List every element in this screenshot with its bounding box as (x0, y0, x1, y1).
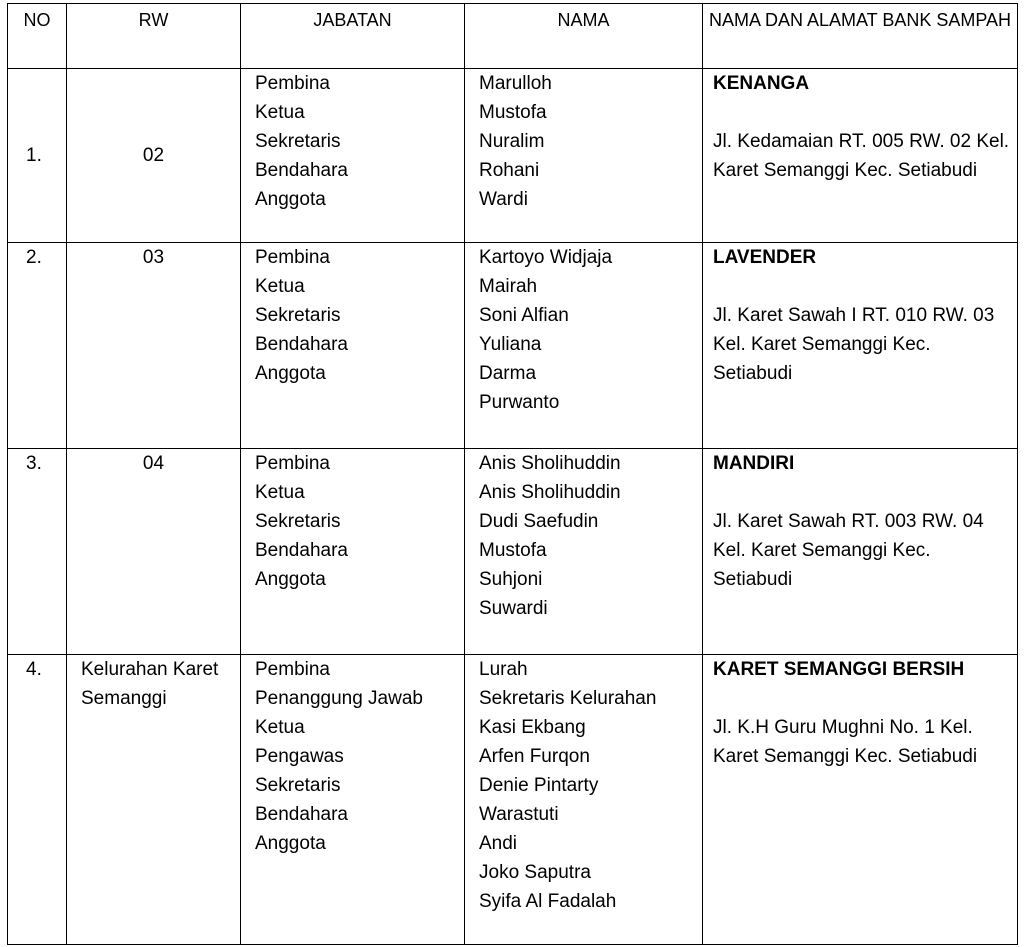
jabatan-item: Bendahara (255, 804, 348, 825)
jabatan-item: Bendahara (255, 334, 348, 355)
cell-rw: Kelurahan Karet Semanggi (67, 655, 241, 945)
table-row (8, 243, 1018, 449)
jabatan-item: Ketua (255, 482, 305, 503)
jabatan-item: Anggota (255, 189, 326, 210)
table-row (8, 69, 1018, 243)
nama-item: Anis Sholihuddin (479, 482, 621, 503)
jabatan-item: Anggota (255, 363, 326, 384)
table-header (8, 4, 1018, 69)
nama-item: Marulloh (479, 73, 552, 94)
nama-item: Mustofa (479, 102, 547, 123)
bank-name: MANDIRI (713, 453, 795, 474)
cell-jabatan (241, 69, 465, 243)
bank-name: KENANGA (713, 73, 810, 94)
jabatan-item: Pembina (255, 73, 330, 94)
cell-rw: 03 (67, 243, 241, 449)
jabatan-item: Penanggung Jawab (255, 688, 423, 709)
table-row (8, 655, 1018, 945)
bank-sampah-table (7, 3, 1018, 945)
cell-nama (465, 69, 703, 243)
nama-item: Sekretaris Kelurahan (479, 688, 657, 709)
cell-nama (465, 655, 703, 945)
cell-no: 2. (8, 243, 67, 449)
cell-bank (703, 243, 1018, 449)
cell-jabatan (241, 243, 465, 449)
jabatan-item: Sekretaris (255, 511, 341, 532)
jabatan-item: Sekretaris (255, 131, 341, 152)
nama-item: Syifa Al Fadalah (479, 891, 617, 912)
nama-item: Denie Pintarty (479, 775, 599, 796)
bank-name: LAVENDER (713, 247, 817, 268)
nama-item: Anis Sholihuddin (479, 453, 621, 474)
cell-bank (703, 655, 1018, 945)
nama-item: Suwardi (479, 598, 548, 619)
nama-item: Yuliana (479, 334, 542, 355)
cell-nama (465, 449, 703, 655)
header-no: NO (8, 4, 67, 69)
cell-jabatan (241, 655, 465, 945)
jabatan-item: Pembina (255, 659, 330, 680)
cell-jabatan (241, 449, 465, 655)
nama-item: Kasi Ekbang (479, 717, 586, 738)
nama-item: Lurah (479, 659, 528, 680)
bank-address: Jl. Kedamaian RT. 005 RW. 02 Kel. Karet Semanggi Kec. Setiabudi (713, 131, 1010, 181)
bank-address: Jl. Karet Sawah I RT. 010 RW. 03 Kel. Karet Semanggi Kec. Setiabudi (713, 305, 995, 384)
jabatan-item: Ketua (255, 276, 305, 297)
jabatan-item: Bendahara (255, 540, 348, 561)
cell-bank (703, 69, 1018, 243)
jabatan-item: Pembina (255, 247, 330, 268)
cell-nama (465, 243, 703, 449)
cell-rw: 02 (67, 69, 241, 243)
table-body (8, 69, 1018, 945)
jabatan-item: Sekretaris (255, 305, 341, 326)
cell-rw: 04 (67, 449, 241, 655)
jabatan-item: Pembina (255, 453, 330, 474)
table-row (8, 449, 1018, 655)
cell-no: 4. (8, 655, 67, 945)
cell-bank (703, 449, 1018, 655)
jabatan-item: Anggota (255, 569, 326, 590)
nama-item: Arfen Furqon (479, 746, 590, 767)
cell-no: 1. (8, 69, 67, 243)
nama-item: Dudi Saefudin (479, 511, 599, 532)
jabatan-item: Bendahara (255, 160, 348, 181)
nama-item: Darma (479, 363, 537, 384)
nama-item: Suhjoni (479, 569, 543, 590)
bank-address: Jl. Karet Sawah RT. 003 RW. 04 Kel. Karet Semanggi Kec. Setiabudi (713, 511, 984, 590)
nama-item: Mustofa (479, 540, 547, 561)
header-nama: NAMA (465, 4, 703, 69)
jabatan-item: Ketua (255, 717, 305, 738)
nama-item: Soni Alfian (479, 305, 569, 326)
nama-item: Nuralim (479, 131, 545, 152)
header-row (8, 4, 1018, 69)
nama-item: Warastuti (479, 804, 559, 825)
nama-item: Wardi (479, 189, 528, 210)
nama-item: Joko Saputra (479, 862, 591, 883)
nama-item: Purwanto (479, 392, 560, 413)
bank-address: Jl. K.H Guru Mughni No. 1 Kel. Karet Semanggi Kec. Setiabudi (713, 717, 978, 767)
jabatan-item: Pengawas (255, 746, 344, 767)
cell-no: 3. (8, 449, 67, 655)
header-jabatan: JABATAN (241, 4, 465, 69)
jabatan-item: Anggota (255, 833, 326, 854)
header-rw: RW (67, 4, 241, 69)
jabatan-item: Sekretaris (255, 775, 341, 796)
nama-item: Andi (479, 833, 518, 854)
header-bank: NAMA DAN ALAMAT BANK SAMPAH (703, 4, 1018, 69)
nama-item: Kartoyo Widjaja (479, 247, 613, 268)
jabatan-item: Ketua (255, 102, 305, 123)
nama-item: Rohani (479, 160, 540, 181)
bank-name: KARET SEMANGGI BERSIH (713, 659, 965, 680)
nama-item: Mairah (479, 276, 538, 297)
